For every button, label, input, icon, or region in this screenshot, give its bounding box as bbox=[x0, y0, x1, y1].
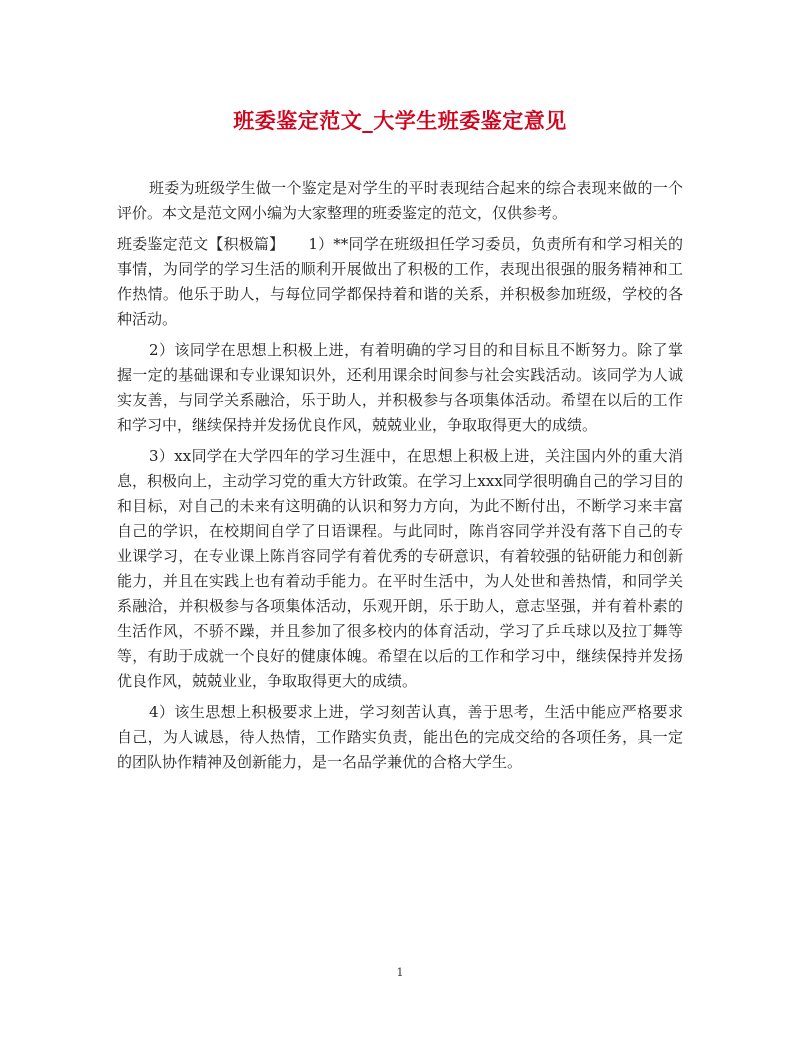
paragraph-2: 2）该同学在思想上积极上进，有着明确的学习目的和目标且不断努力。除了掌握一定的基础课和专业课知识外，还利用课余时间参与社会实践活动。该同学为人诚实友善，与同学关系融洽，乐于助人，并积极参与各项集体活动。希望在以后的工作和学习中，继续保持并发扬优良作风，兢兢业业，争取取得更大的成绩。 bbox=[117, 341, 683, 434]
paragraph-1-text: 1）**同学在班级担任学习委员，负责所有和学习相关的事情，为同学的学习生活的顺利开展做出了积极的工作，表现出很强的服务精神和工作热情。他乐于助人，与每位同学都保持着和谐的关系，并积极参加班级，学校的各种活动。 bbox=[117, 235, 683, 328]
page-number: 1 bbox=[396, 966, 404, 979]
paragraph-4: 4）该生思想上积极要求上进，学习刻苦认真，善于思考，生活中能应严格要求自己，为人诚恳，待人热情，工作踏实负责，能出色的完成交给的各项任务，具一定的团队协作精神及创新能力，是一名品学兼优的合格大学生。 bbox=[117, 703, 683, 771]
section-label: 班委鉴定范文【积极篇】 bbox=[117, 235, 285, 253]
paragraph-1 bbox=[117, 232, 683, 332]
document-body bbox=[117, 176, 683, 781]
document-title: 班委鉴定范文_大学生班委鉴定意见 bbox=[233, 108, 567, 133]
intro-paragraph: 班委为班级学生做一个鉴定是对学生的平时表现结合起来的综合表现来做的一个评价。本文是范文网小编为大家整理的班委鉴定的范文，仅供参考。 bbox=[117, 179, 683, 222]
paragraph-3: 3）xx同学在大学四年的学习生涯中，在思想上积极上进，关注国内外的重大消息，积极向上，主动学习党的重大方针政策。在学习上xxx同学很明确自己的学习目的和目标，对自己的未来有这明确的认识和努力方向，为此不断付出，不断学习来丰富自己的学识，在校期间自学了日语课程。与此同时，陈肖容同学并没有落下自己的专业课学习，在专业课上陈肖容同学有着优秀的专研意识，有着较强的钻研能力和创新能力，并且在实践上也有着动手能力。在平时生活中，为人处世和善热情，和同学关系融洽，并积极参与各项集体活动，乐观开朗，乐于助人，意志坚强，并有着朴素的生活作风，不骄不躁，并且参加了很多校内的体育活动，学习了乒乓球以及拉丁舞等等，有助于成就一个良好的健康体魄。希望在以后的工作和学习中，继续保持并发扬优良作风，兢兢业业，争取取得更大的成绩。 bbox=[117, 447, 683, 690]
